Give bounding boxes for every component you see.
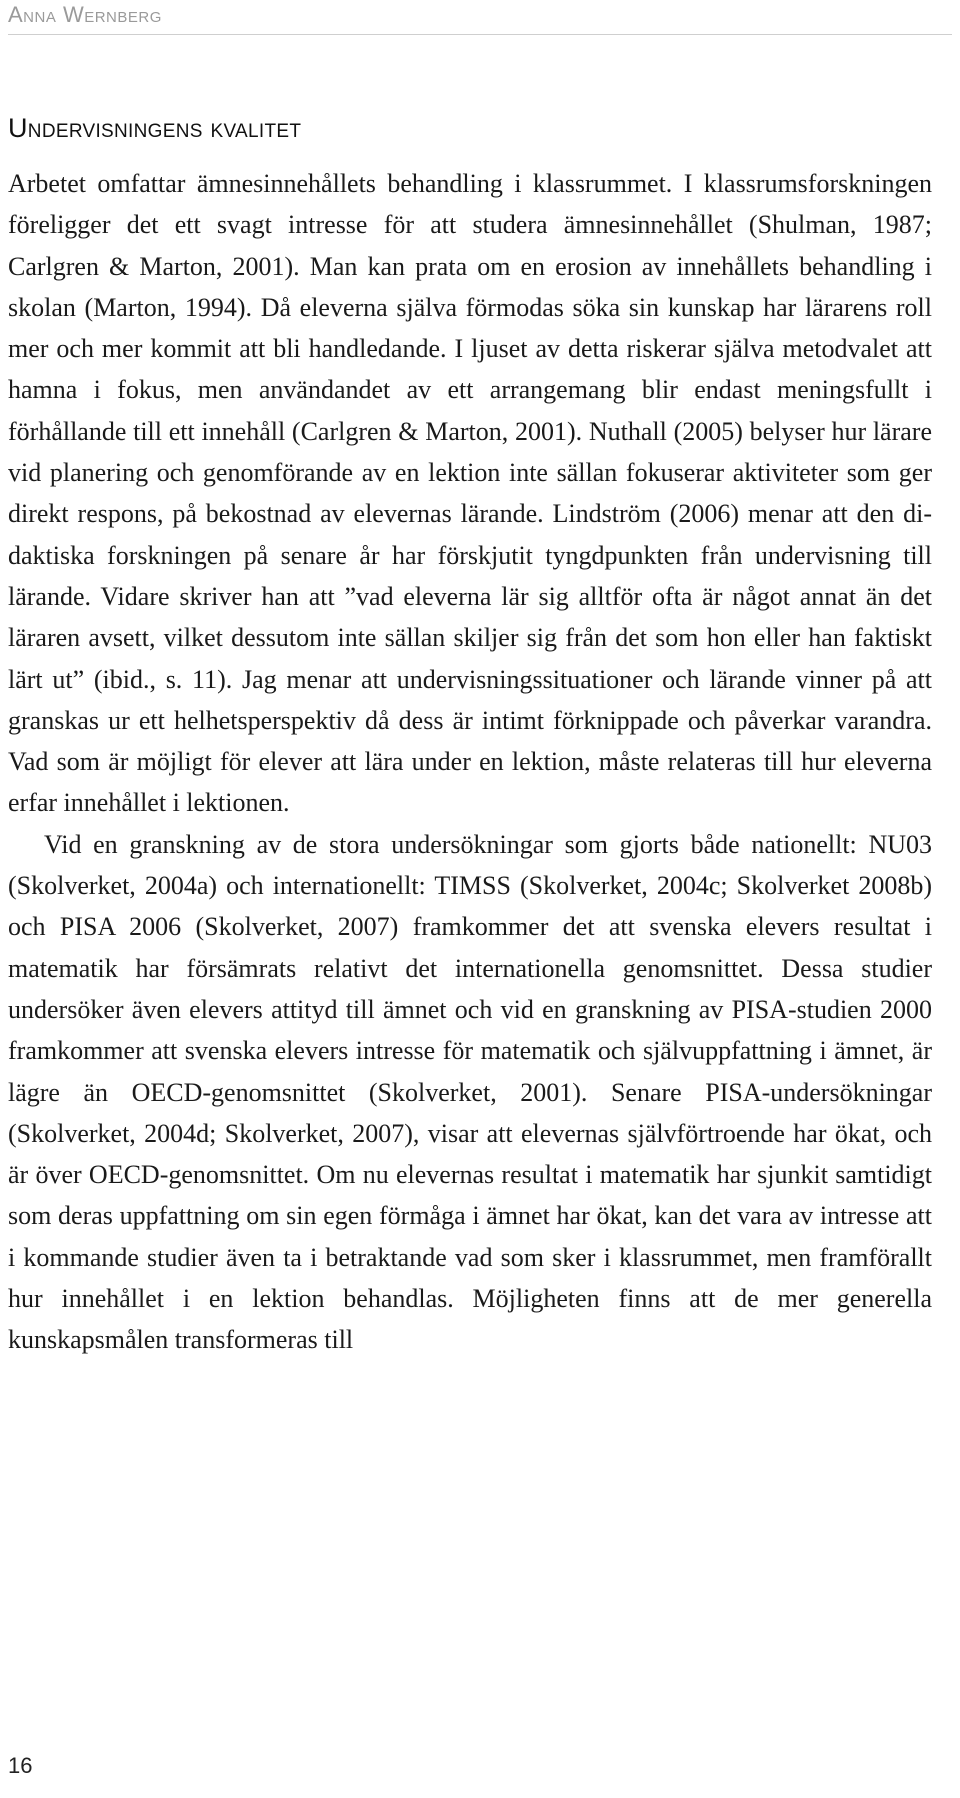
header-rule: [8, 34, 952, 35]
running-header: Anna Wernberg: [8, 2, 162, 27]
section-heading: Undervisningens kvalitet: [8, 113, 302, 143]
paragraph: Arbetet omfattar ämnesinnehållets behandling i klassrummet. I klassrumsforskningen föreligger det ett svagt intresse för att studera ämnesinnehållet (Shulman, 1987; Carlgren & Marton, 2001). Man kan prata om en erosion av innehållets behandling i skolan (Marton, 1994). Då eleverna själva förmodas söka sin kunskap har lärarens roll mer och mer kommit att bli handledande. I ljuset av detta riskerar själva metodvalet att hamna i fokus, men användandet av ett arrangemang blir endast meningsfullt i förhållande till ett innehåll (Carlgren & Marton, 2001). Nuthall (2005) belyser hur lärare vid planering och genomförande av en lektion inte sällan fokuserar aktiviteter som ger direkt respons, på bekostnad av elevernas lärande. Lindström (2006) menar att den didaktiska forskningen på senare år har förskjutit tyngdpunkten från undervisning till lärande. Vidare skriver han att ”vad eleverna lär sig alltför ofta är något annat än det läraren avsett, vilket dessutom inte sällan skiljer sig från det som hon eller han faktiskt lärt ut” (ibid., s. 11). Jag menar att undervisningssituationer och lärande vinner på att granskas ur ett helhetsperspektiv då dess är intimt förknippade och påverkar varandra. Vad som är möjligt för elever att lära under en lektion, måste relateras till hur eleverna erfar innehållet i lektionen.: [8, 169, 932, 818]
paragraph: Vid en granskning av de stora undersökningar som gjorts både nationellt: NU03 (Skolverket, 2004a) och internationellt: TIMSS (Skolverket, 2004c; Skolverket 2008b) och PISA 2006 (Skolverket, 2007) framkommer det att svenska elevers resultat i matematik har försämrats relativt det internationella genomsnittet. Dessa studier undersöker även elevers attityd till ämnet och vid en granskning av PISA-studien 2000 framkommer att svenska elevers intresse för matematik och självuppfattning i ämnet, är lägre än OECD-genomsnittet (Skolverket, 2001). Senare PISA-undersökningar (Skolverket, 2004d; Skolverket, 2007), visar att elevernas självförtroende har ökat, och är över OECD-genomsnittet. Om nu elevernas resultat i matematik har sjunkit samtidigt som deras uppfattning om sin egen förmåga i ämnet har ökat, kan det vara av intresse att i kommande studier även ta i betraktande vad som sker i klassrummet, men framförallt hur innehållet i en lektion behandlas. Möjligheten finns att de mer generella kunskapsmålen transformeras till: [8, 829, 932, 1355]
page-number: 16: [8, 1753, 33, 1778]
body-text: [8, 163, 932, 1361]
